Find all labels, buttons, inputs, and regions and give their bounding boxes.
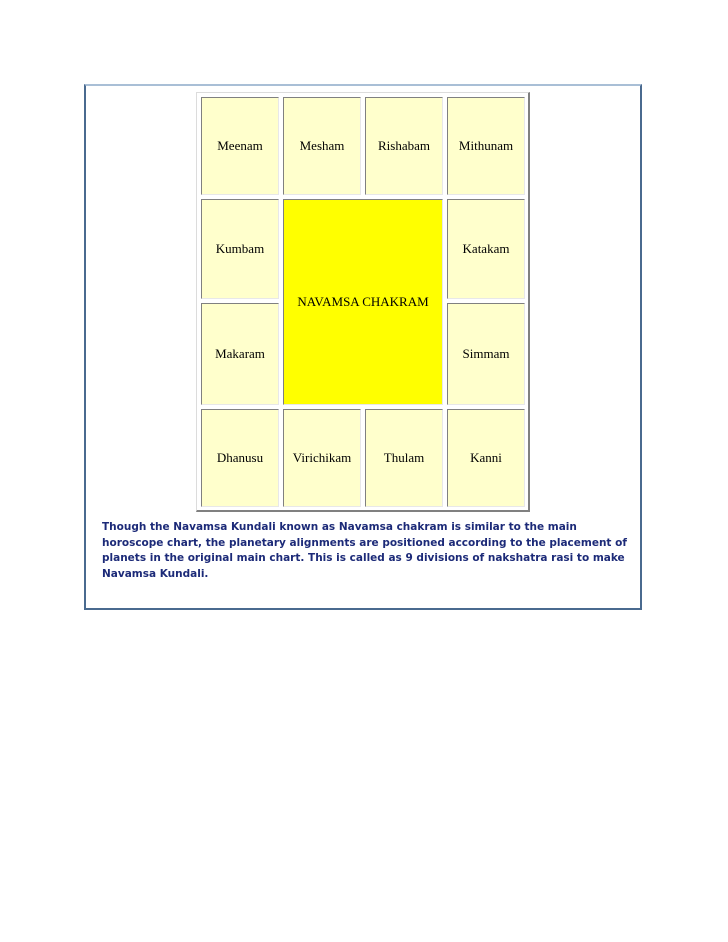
house-dhanusu: Dhanusu	[201, 409, 279, 507]
house-simmam: Simmam	[447, 303, 525, 405]
house-kanni: Kanni	[447, 409, 525, 507]
house-makaram: Makaram	[201, 303, 279, 405]
house-katakam: Katakam	[447, 199, 525, 299]
house-kumbam: Kumbam	[201, 199, 279, 299]
caption-text: Though the Navamsa Kundali known as Navamsa chakram is similar to the main horoscope chart, the planetary alignments are positioned according to the placement of planets in the original main chart. This is called as 9 divisions of nakshatra rasi to make Navamsa Kundali.	[102, 521, 627, 580]
chart-center-title: NAVAMSA CHAKRAM	[283, 199, 443, 405]
house-virichikam: Virichikam	[283, 409, 361, 507]
house-thulam: Thulam	[365, 409, 443, 507]
house-mesham: Mesham	[283, 97, 361, 195]
house-mithunam: Mithunam	[447, 97, 525, 195]
navamsa-chart	[196, 92, 530, 512]
house-meenam: Meenam	[201, 97, 279, 195]
house-rishabam: Rishabam	[365, 97, 443, 195]
